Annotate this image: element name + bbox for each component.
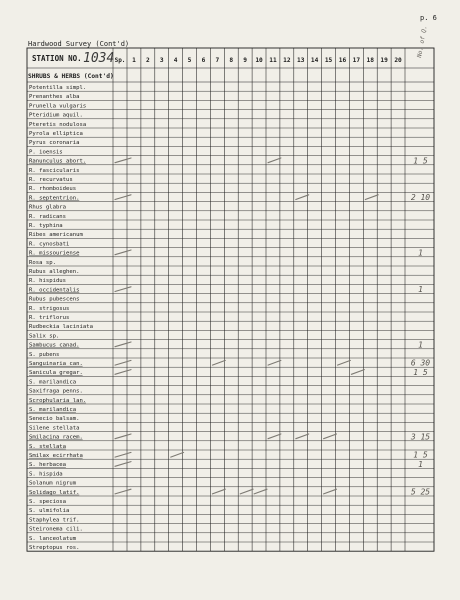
tally-mark bbox=[212, 360, 225, 365]
species-name: S. herbacea bbox=[29, 462, 67, 469]
species-name: Sanicula gregar. bbox=[29, 370, 83, 377]
species-name: R. hispidus bbox=[29, 278, 67, 285]
species-name: Solanum nigrum bbox=[29, 480, 77, 487]
column-header: 17 bbox=[352, 57, 361, 64]
column-header: Sp. bbox=[114, 57, 126, 64]
column-header: 15 bbox=[324, 57, 333, 64]
species-name: R. cynosbati bbox=[29, 241, 70, 248]
tally-mark bbox=[115, 250, 131, 255]
species-name: S. hispida bbox=[29, 471, 63, 478]
column-header: 20 bbox=[394, 57, 402, 64]
column-header: 10 bbox=[255, 57, 263, 64]
species-name: S. pubens bbox=[29, 351, 60, 358]
page-number: p. 6 bbox=[420, 14, 437, 22]
species-name: R. triflorus bbox=[29, 315, 70, 321]
column-header: 14 bbox=[310, 57, 319, 64]
column-header: 13 bbox=[297, 57, 305, 64]
column-header: 6 bbox=[201, 57, 206, 64]
species-name: Staphylea trif. bbox=[29, 517, 80, 524]
tally-column-header: No. of Q. bbox=[416, 25, 429, 59]
species-name: Smilax ecirrhata bbox=[29, 453, 83, 459]
species-name: Streptopus ros. bbox=[29, 545, 80, 551]
species-name: R. radicans bbox=[29, 213, 67, 220]
species-name: R. occidentalis bbox=[29, 287, 80, 294]
species-name: Prenanthes alba bbox=[29, 94, 80, 101]
tally-mark bbox=[296, 434, 309, 439]
tally-count: 1 bbox=[418, 459, 423, 469]
species-name: Silene stellata bbox=[29, 425, 80, 432]
species-name: Rubus alleghen. bbox=[29, 269, 80, 275]
section-header: SHRUBS & HERBS (Cont'd) bbox=[28, 73, 114, 80]
species-name: Rudbeckia laciniata bbox=[29, 324, 93, 331]
species-name: S. ulmifolia bbox=[29, 508, 70, 515]
species-name: Prunella vulgaris bbox=[29, 103, 87, 110]
tally-mark bbox=[115, 462, 131, 467]
column-header: 2 bbox=[145, 57, 150, 64]
species-name: S. marilandica bbox=[29, 407, 77, 413]
tally-counts bbox=[410, 156, 430, 496]
tally-mark bbox=[115, 287, 131, 292]
species-name: S. speciosa bbox=[29, 499, 67, 505]
species-rows bbox=[29, 85, 93, 551]
tally-count: 1 bbox=[418, 285, 423, 295]
tally-count: 1 5 bbox=[413, 156, 428, 166]
species-name: S. lanceolatum bbox=[29, 535, 77, 542]
column-header: 16 bbox=[338, 57, 347, 64]
species-name: Sanguinaria can. bbox=[29, 361, 83, 367]
species-name: Saxifraga penns. bbox=[29, 388, 83, 395]
tally-mark bbox=[365, 195, 378, 200]
species-name: Ribes americanum bbox=[29, 232, 83, 239]
grid-lines bbox=[27, 48, 434, 551]
species-name: Scrophularia lan. bbox=[29, 397, 87, 404]
tally-mark bbox=[296, 195, 309, 200]
column-header: 5 bbox=[187, 57, 192, 64]
species-name: P. ioensis bbox=[29, 149, 63, 156]
tally-mark bbox=[115, 489, 131, 494]
tally-count: 1 bbox=[418, 248, 423, 258]
species-name: R. septentrion. bbox=[29, 195, 80, 202]
species-name: Steironema cili. bbox=[29, 526, 83, 533]
tally-mark bbox=[115, 342, 131, 347]
column-header: 3 bbox=[159, 57, 164, 64]
station-label: STATION NO. bbox=[32, 54, 82, 63]
tally-mark bbox=[115, 370, 131, 375]
species-name: S. marilandica bbox=[29, 379, 77, 386]
tally-mark bbox=[351, 370, 364, 375]
species-name: Rosa sp. bbox=[29, 259, 56, 266]
species-name: Rubus pubescens bbox=[29, 296, 80, 303]
column-headers bbox=[115, 57, 402, 64]
tally-count: 6 30 bbox=[410, 358, 431, 368]
tally-count: 1 5 bbox=[413, 450, 428, 460]
column-header: 12 bbox=[283, 57, 291, 64]
tally-count: 1 5 bbox=[413, 367, 428, 377]
tally-count: 5 25 bbox=[410, 487, 431, 497]
column-header: 19 bbox=[380, 57, 388, 64]
species-name: Sambucus canad. bbox=[29, 342, 80, 349]
survey-title: Hardwood Survey (Cont'd) bbox=[28, 40, 130, 48]
species-name: Smilacina racem. bbox=[29, 434, 83, 441]
species-name: Salix sp. bbox=[29, 333, 60, 340]
tally-marks bbox=[115, 158, 378, 494]
species-name: Ranunculus abort. bbox=[29, 158, 87, 165]
tally-mark bbox=[268, 360, 281, 365]
species-name: Pyrus coronaria bbox=[29, 140, 80, 147]
tally-mark bbox=[115, 452, 131, 457]
species-name: R. typhina bbox=[29, 223, 63, 229]
station-number: 1034 bbox=[83, 51, 115, 66]
column-header: 4 bbox=[173, 57, 178, 64]
tally-mark bbox=[254, 489, 267, 494]
tally-mark bbox=[115, 195, 131, 200]
species-name: Pyrola elliptica bbox=[29, 131, 83, 137]
column-header: 7 bbox=[215, 57, 220, 64]
tally-mark bbox=[324, 434, 337, 439]
tally-mark bbox=[115, 434, 131, 439]
column-header: 1 bbox=[132, 57, 136, 64]
species-name: Pteretis nodulosa bbox=[29, 121, 87, 128]
species-name: Senecio balsam. bbox=[29, 416, 80, 423]
species-name: Potentilla simpl. bbox=[29, 85, 87, 91]
species-name: R. rhomboideus bbox=[29, 186, 77, 193]
tally-count: 1 bbox=[418, 340, 423, 350]
tally-count: 2 10 bbox=[410, 193, 431, 203]
tally-mark bbox=[240, 489, 253, 494]
tally-mark bbox=[268, 158, 281, 163]
species-name: R. recurvatus bbox=[29, 177, 73, 183]
column-header: 11 bbox=[269, 57, 277, 64]
tally-mark bbox=[268, 434, 281, 439]
species-name: R. fascicularis bbox=[29, 167, 80, 174]
tally-mark bbox=[212, 489, 225, 494]
species-name: S. stellata bbox=[29, 443, 67, 450]
tally-mark bbox=[338, 360, 351, 365]
species-name: Rhus glabra bbox=[29, 204, 67, 211]
tally-mark bbox=[115, 158, 131, 163]
column-header: 18 bbox=[366, 57, 374, 64]
tally-mark bbox=[115, 360, 131, 365]
species-name: R. missouriense bbox=[29, 250, 80, 257]
sheet-border bbox=[27, 48, 434, 551]
column-header: 8 bbox=[229, 57, 234, 64]
column-header: 9 bbox=[243, 57, 248, 64]
tally-count: 3 15 bbox=[410, 432, 431, 442]
tally-mark bbox=[324, 489, 337, 494]
tally-mark bbox=[171, 452, 184, 457]
species-name: R. strigosus bbox=[29, 305, 70, 312]
species-name: Pteridium aquil. bbox=[29, 112, 83, 119]
species-name: Solidago latif. bbox=[29, 489, 80, 496]
